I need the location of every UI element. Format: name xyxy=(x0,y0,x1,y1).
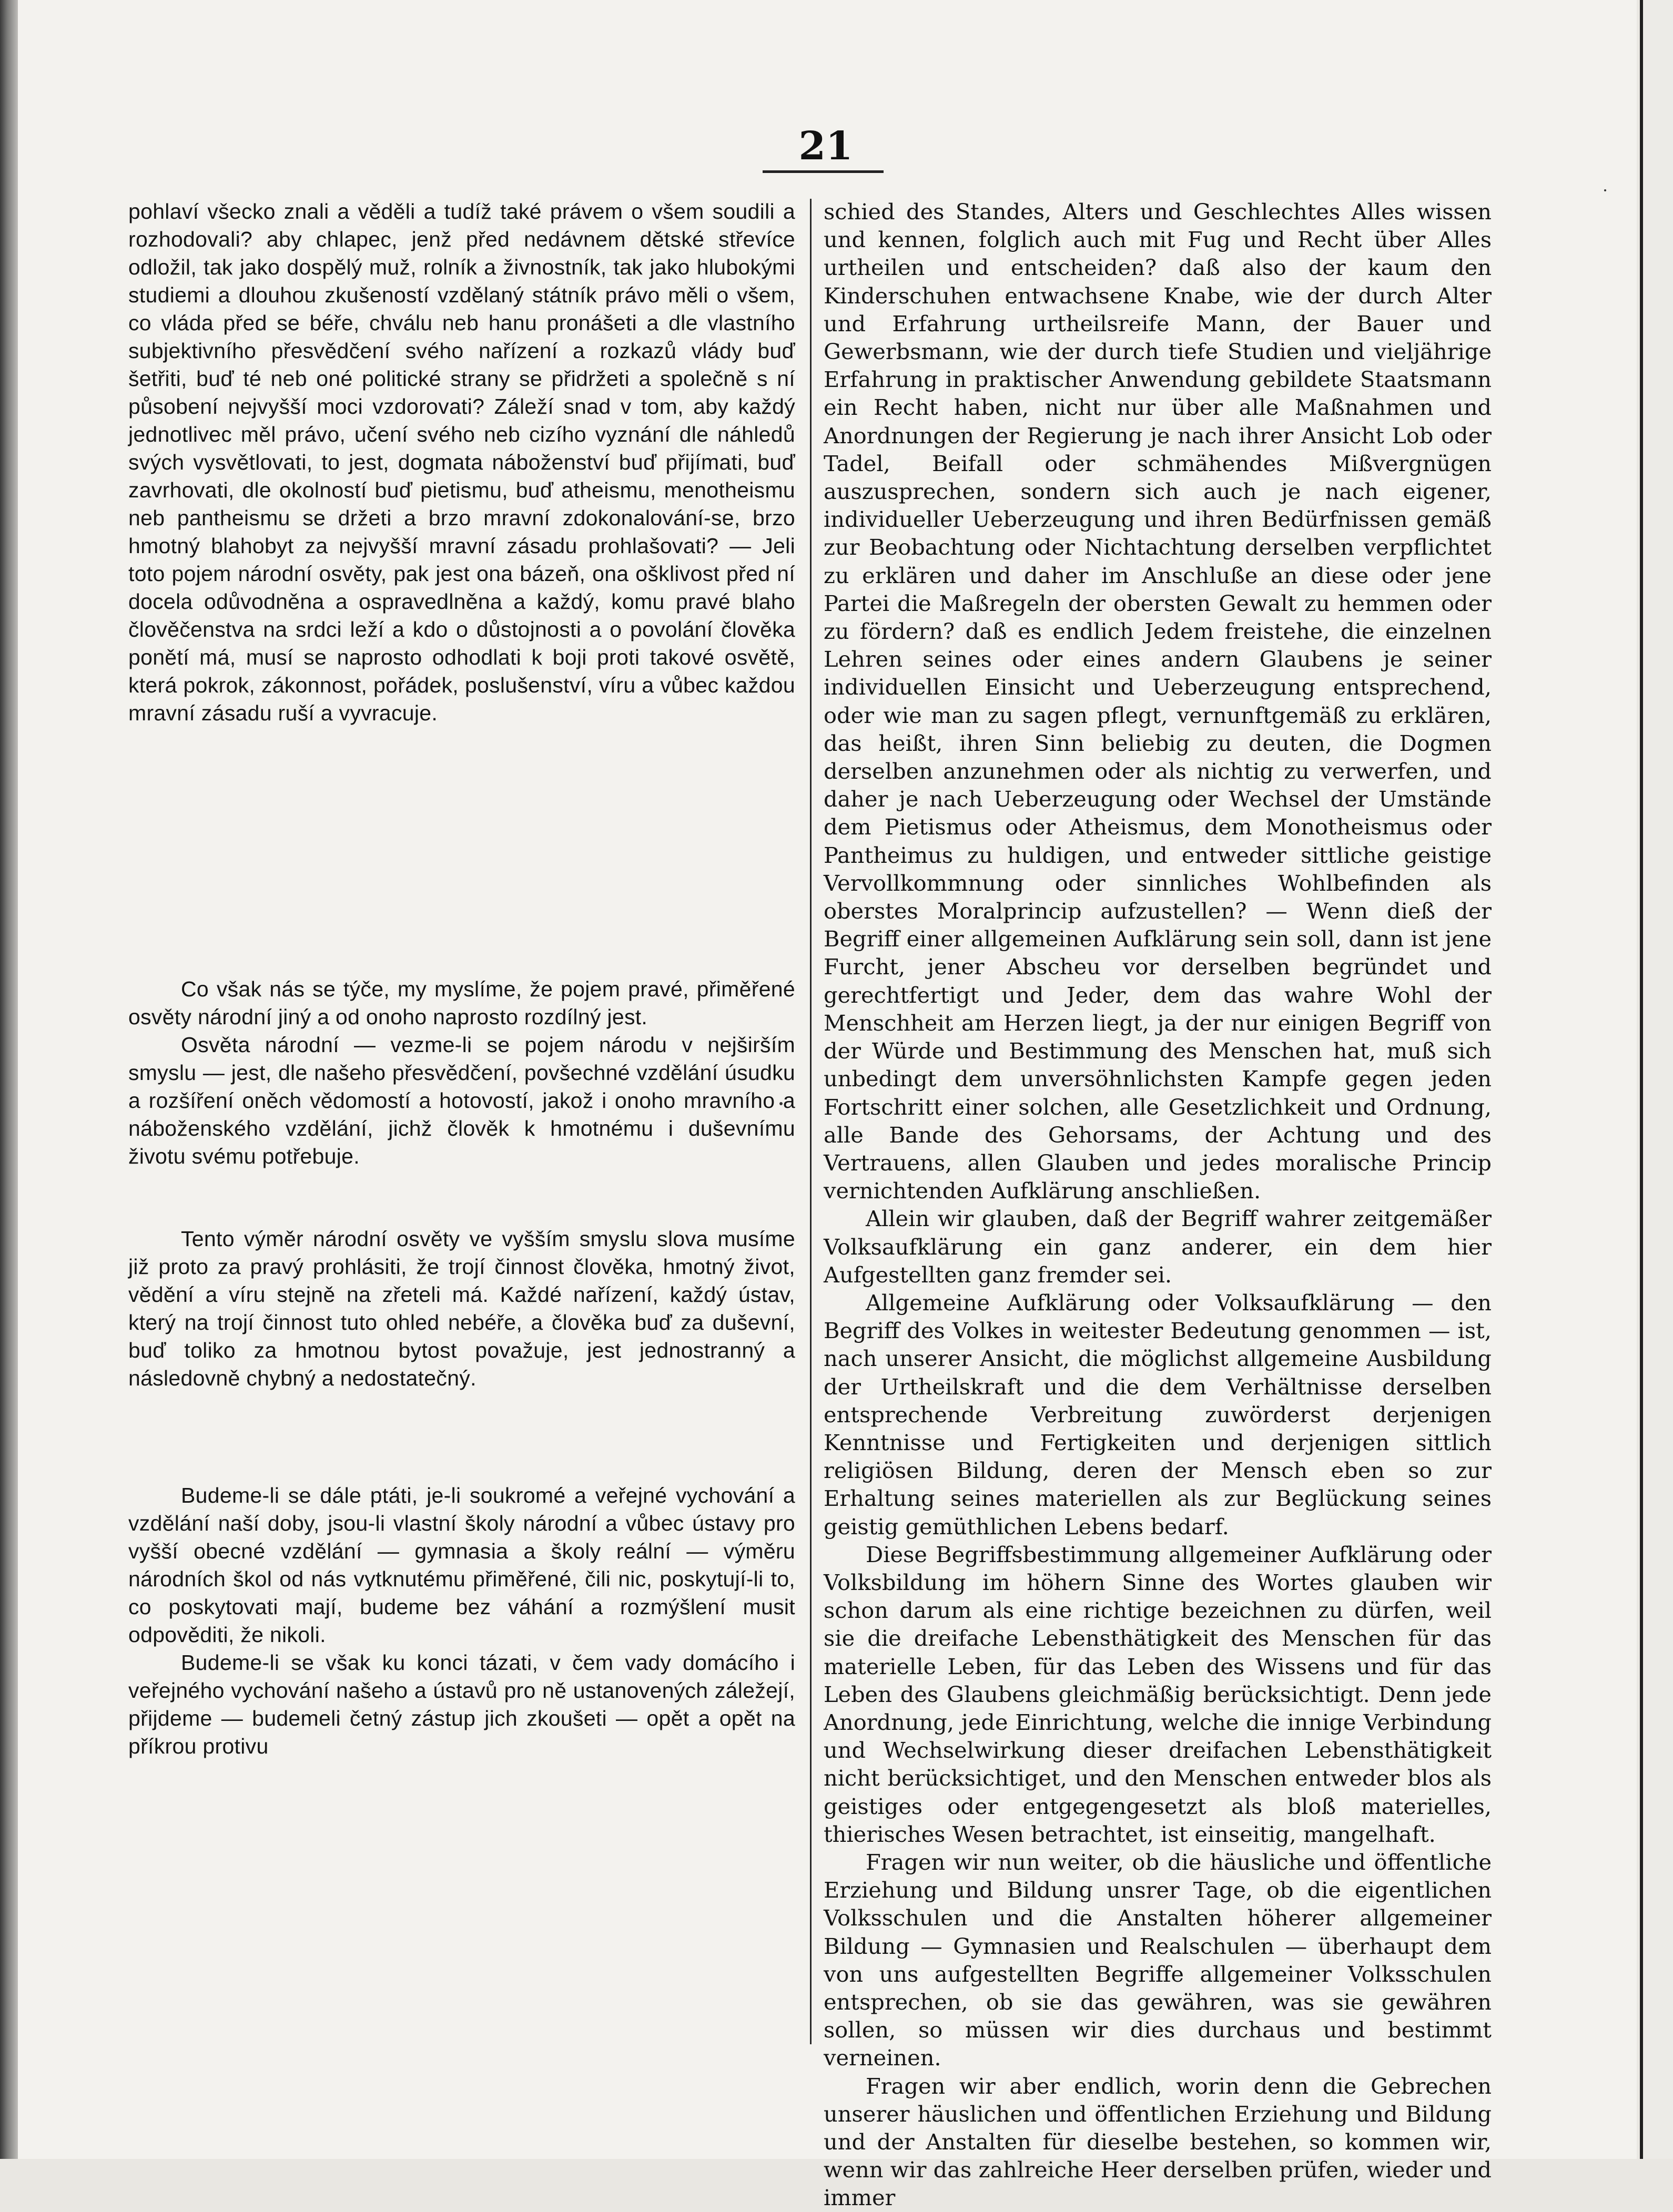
paragraph-cz-4: Tento výměr národní osvěty ve vyšším smyslu slova musíme již proto za pravý prohlásiti, že trojí činnost člověka, hmotný život, vědění a víru stejně na zřeteli má. Každé nařízení, každý ústav, který na trojí činnost tuto ohled nebéře, a člověka buď za duševní, buď toliko za hmotnou bytost považuje, jest jednostranný a následovně chybný a nedostatečný. xyxy=(128,1227,795,1390)
column-divider xyxy=(810,199,812,2044)
paragraph-cz-1: pohlaví všecko znali a věděli a tudíž také právem o všem soudili a rozhodovali? aby chlapec, jenž před nedávnem dětské střevíce odložil, tak jako dospělý muž, rolník a živnostník, tak jako hlubokými studiemi a dlouhou zkušeností vzdělaný státník právo měli o všem, co vláda před se béře, chválu neb hanu pronášeti a dle vlastního subjektivního přesvědčení svého nařízení a rozkazů vlády buď šetřiti, buď té neb oné politické strany se přidržeti a společně s ní působení nejvyšší moci vzdorovati? Záleží snad v tom, aby každý jednotlivec měl právo, učení svého neb cizího vyznání dle náhledů svých vysvětlovati, to jest, dogmata náboženství buď přijímati, buď zavrhovati, dle okolností buď pietismu, buď atheismu, menotheismu neb pantheismu se držeti a brzo mravní zdokonalování-se, brzo hmotný blahobyt za nejvyšší mravní zásadu prohlašovati? — Jeli toto pojem národní osvěty, pak jest ona bázeň, ona ošklivost před ní docela odůvodněna a ospravedlněna a každý, komu pravé blaho člověčenstva na srdci leží a kdo o důstojnosti a o povolání člověka ponětí má, musí se naprosto odhodlati k boji proti takové osvětě, která pokrok, zákonnost, pořádek, poslušenství, víru a vůbec každou mravní zásadu ruší a vyvracuje. xyxy=(128,199,795,725)
page-number: 21 xyxy=(798,124,853,169)
czech-column xyxy=(128,198,795,2038)
paragraph-de-5: Fragen wir nun weiter, ob die häusliche und öffentliche Erziehung und Bildung unsrer Tage, ob die eigentlichen Volksschulen und die Anstalten höherer allgemeiner Bildung — Gymnasien und Realschulen — überhaupt dem von uns aufgestellten Begriffe allgemeiner Volksschulen entsprechen, ob sie das gewähren, was sie gewähren sollen, so müssen wir dies durchaus und bestimmt verneinen. xyxy=(824,1849,1492,2071)
blank-space xyxy=(128,1170,795,1225)
paragraph-cz-5: Budeme-li se dále ptáti, je-li soukromé a veřejné vychování a vzdělání naší doby, jsou-li vlastní školy národní a vůbec ústavy pro vyšší obecné vzdělání — gymnasia a školy reální — výměru národních škol od nás vytknutému přiměřené, čili nic, poskytují-li to, co poskytovati mají, budeme bez váhání a rozmýšlení musit odpověditi, že nikoli. xyxy=(128,1483,795,1647)
paragraph-de-1: schied des Standes, Alters und Geschlechtes Alles wissen und kennen, folglich auch mit Fug und Recht über Alles urtheilen und entscheiden? daß also der kaum den Kinderschuhen entwachsene Knabe, wie der durch Alter und Erfahrung urtheilsreife Mann, der Bauer und Gewerbsmann, wie der durch tiefe Studien und vieljährige Erfahrung in praktischer Anwendung gebildete Staatsmann ein Recht haben, nicht nur über alle Maßnahmen und Anordnungen der Regierung je nach ihrer Ansicht Lob oder Tadel, Beifall oder schmähendes Mißvergnügen auszusprechen, sondern sich auch je nach eigener, individueller Ueberzeugung und ihren Bedürfnissen gemäß zur Beobachtung oder Nichtachtung derselben verpflichtet zu erklären und daher im Anschluße an diese oder jene Partei die Maßregeln der obersten Gewalt zu hemmen oder zu fördern? daß es endlich Jedem freistehe, die einzelnen Lehren seines oder eines andern Glaubens je seiner individuellen Einsicht und Ueberzeugung entsprechend, oder wie man zu sagen pflegt, vernunftgemäß zu erklären, das heißt, ihren Sinn beliebig zu deuten, die Dogmen derselben anzunehmen oder als nichtig zu verwerfen, und daher je nach Ueberzeugung oder Wechsel der Umstände dem Pietismus oder Atheismus, dem Monotheismus oder Pantheimus zu huldigen, und entweder sittliche geistige Vervollkommnung oder sinnliches Wohlbefinden als oberstes Moralprincip aufzustellen? — Wenn dieß der Begriff einer allgemeinen Aufklärung sein soll, dann ist jene Furcht, jener Abscheu vor derselben begründet und gerechtfertigt und Jeder, dem das wahre Wohl der Menschheit am Herzen liegt, ja der nur einigen Begriff von der Würde und Bestimmung des Menschen hat, muß sich unbedingt dem unversöhnlichsten Kampfe gegen jeden Fortschritt einer solchen, alle Gesetzlichkeit und Ordnung, alle Bande des Gehorsams, der Achtung und des Vertrauens, allen Glauben und jedes moralische Princip vernichtenden Aufklärung anschließen. xyxy=(824,199,1492,1204)
paragraph-de-6: Fragen wir aber endlich, worin denn die Gebrechen unserer häuslichen und öffentlichen Erziehung und Bildung und der Anstalten für dieselbe bestehen, so kommen wir, wenn wir das zahlreiche Heer derselben prüfen, wieder und immer xyxy=(824,2073,1492,2211)
paragraph-de-3: Allgemeine Aufklärung oder Volksaufklärung — den Begriff des Volkes in weitester Bedeutung genommen — ist, nach unserer Ansicht, die möglichst allgemeine Ausbildung der Urtheilskraft und die dem Verhältnisse derselben entsprechende Verbreitung zuwörderst derjenigen Kenntnisse und Fertigkeiten und derjenigen sittlich religiösen Bildung, deren der Mensch eben so zur Erhaltung seines materiellen als zur Beglückung seines geistig gemüthlichen Lebens bedarf. xyxy=(824,1289,1492,1540)
blank-space xyxy=(128,727,795,975)
blank-space xyxy=(128,1392,795,1482)
paragraph-de-2: Allein wir glauben, daß der Begriff wahrer zeitgemäßer Volksaufklärung ein ganz anderer, ein dem hier Aufgestellten ganz fremder sei. xyxy=(824,1206,1492,1288)
page-number-rule xyxy=(763,170,884,173)
paragraph-cz-6: Budeme-li se však ku konci tázati, v čem vady domácího i veřejného vychování našeho a ústavů pro ně ustanovených záležejí, přijdeme — budemeli četný zástup jich zkoušeti — opět a opět na příkrou protivu xyxy=(128,1650,795,1758)
german-column xyxy=(824,198,1492,2211)
paragraph-cz-2: Co však nás se týče, my myslíme, že pojem pravé, přiměřené osvěty národní jiný a od onoho naprosto rozdílný jest. xyxy=(128,977,795,1029)
ink-speck xyxy=(1604,189,1606,191)
paragraph-cz-3: Osvěta národní — vezme-li se pojem národu v nejširším smyslu — jest, dle našeho přesvědčení, povšechné vzdělání úsudku a rozšíření oněch vědomostí a hotovostí, jakož i onoho mravního a náboženského vzdělání, jichž člověk k hmotnému i duševnímu životu svému potřebuje. xyxy=(128,1033,795,1168)
book-gutter-shadow xyxy=(0,0,18,2159)
paragraph-de-4: Diese Begriffsbestimmung allgemeiner Aufklärung oder Volksbildung im höhern Sinne des Wortes glauben wir schon darum als eine richtige bezeichnen zu dürfen, weil sie die dreifache Lebensthätigkeit des Menschen für das materielle Leben, für das Leben des Wissens und für das Leben des Glaubens gleichmäßig berücksichtigt. Denn jede Anordnung, jede Einrichtung, welche die innige Verbindung und Wechselwirkung dieser dreifachen Lebensthätigkeit nicht berücksichtiget, und den Menschen entweder blos als geistiges oder entgegengesetzt als bloß materielles, thierisches Wesen betrachtet, ist einseitig, mangelhaft. xyxy=(824,1541,1492,1847)
next-page-edge xyxy=(1640,0,1673,2159)
